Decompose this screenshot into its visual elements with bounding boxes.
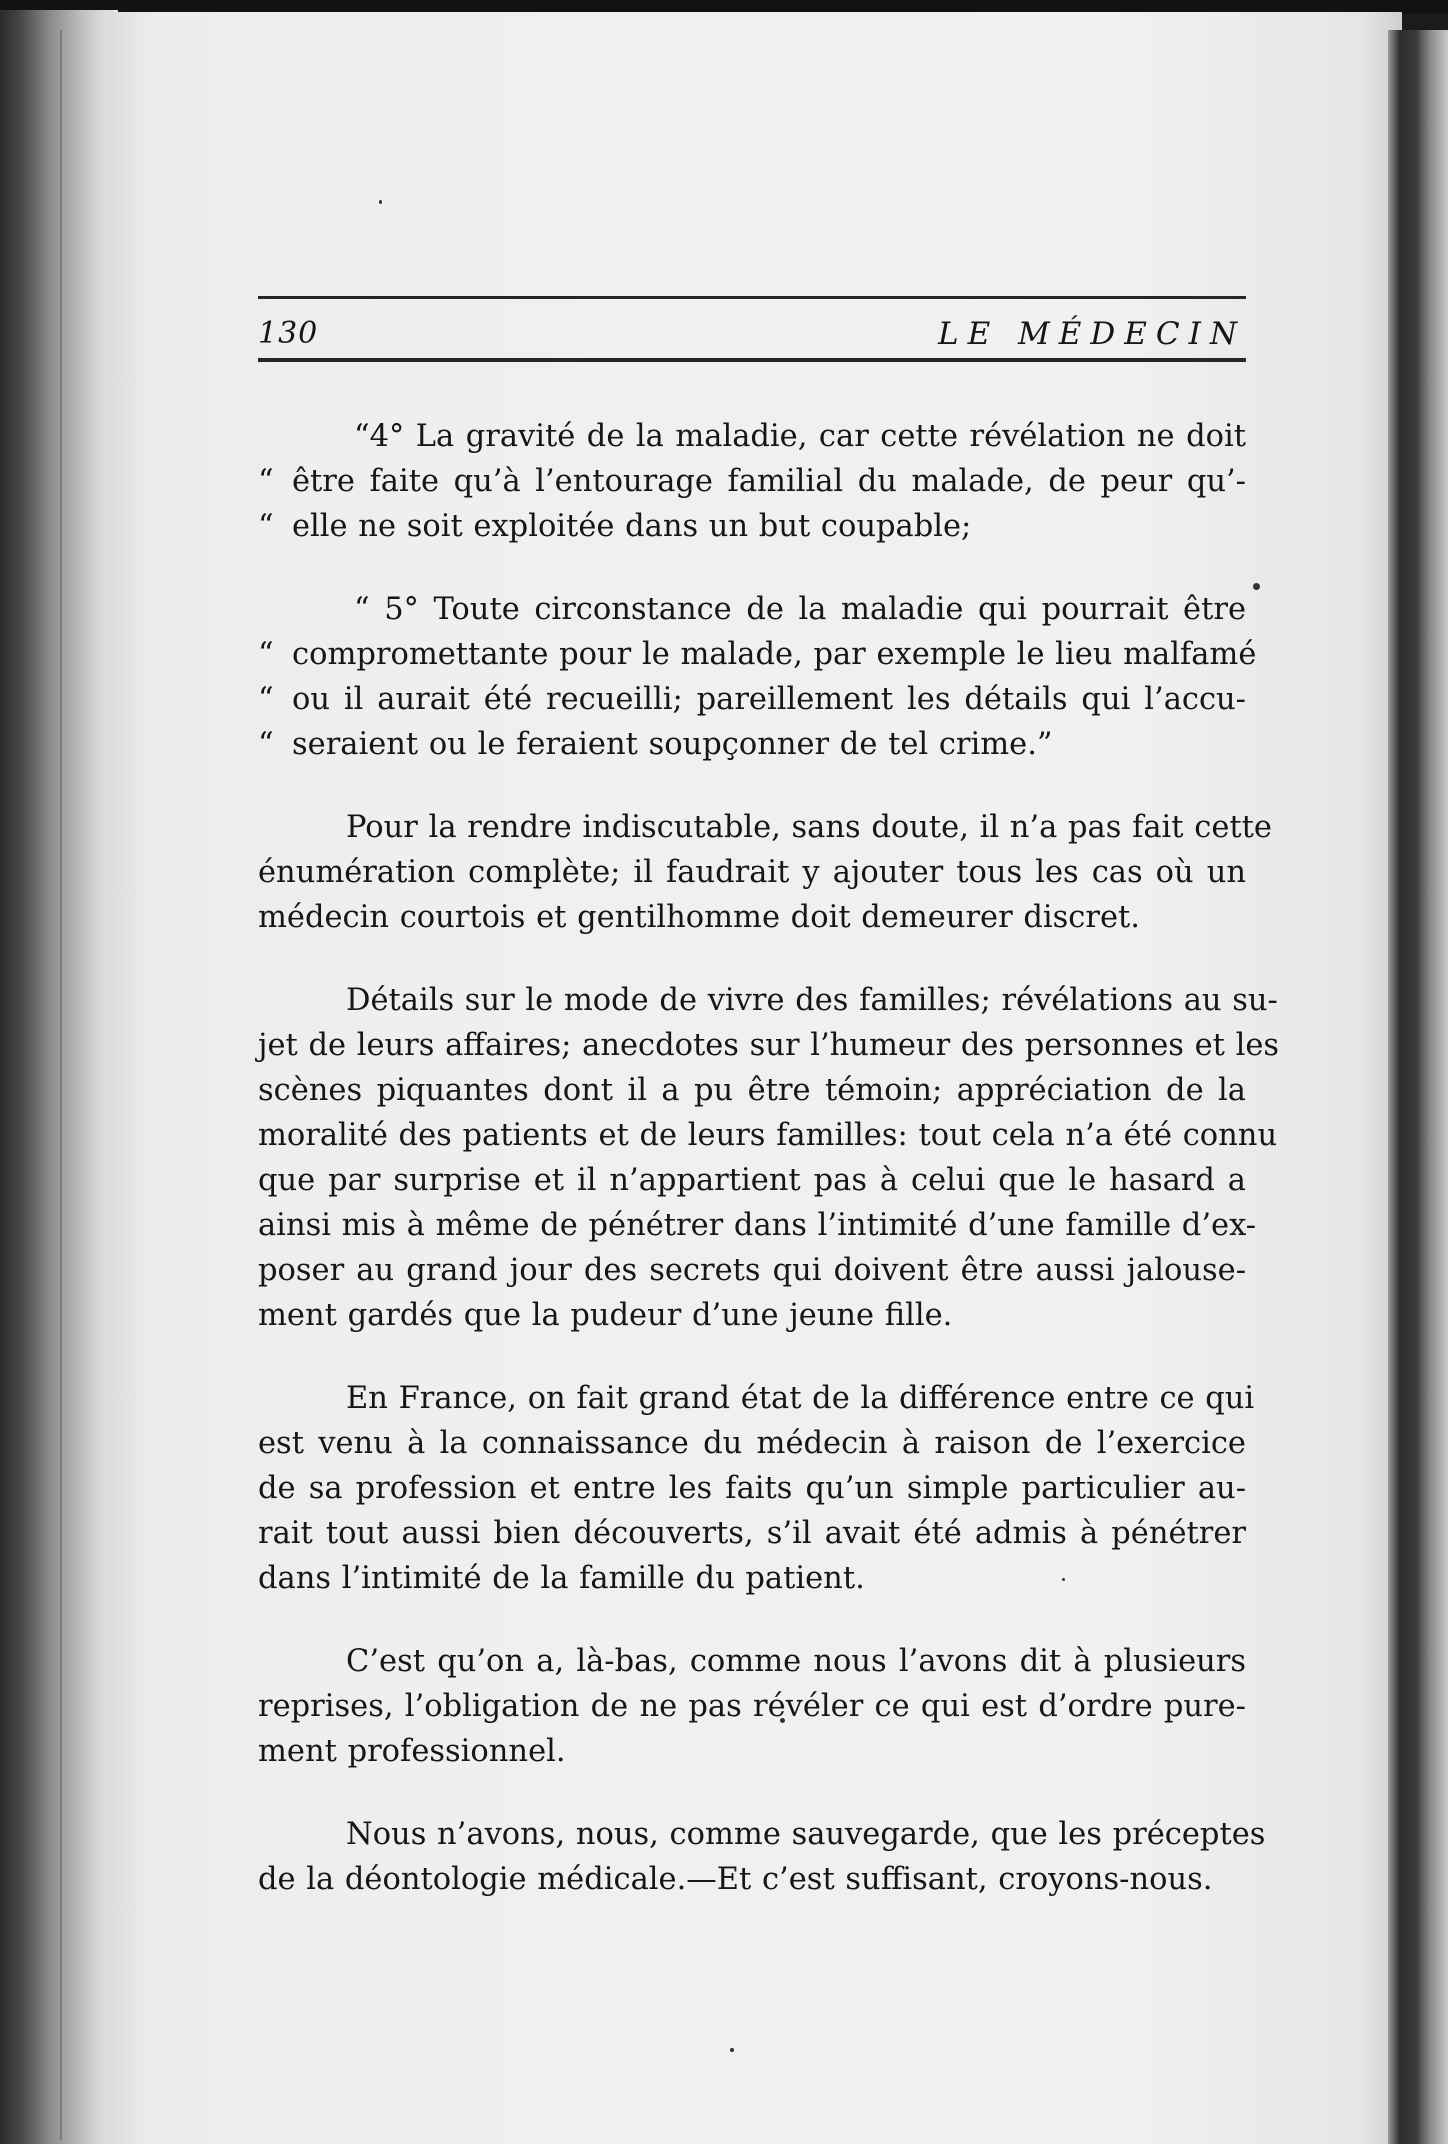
page-number: 130	[258, 316, 319, 351]
text-line	[258, 1068, 1246, 1113]
line-text: C’est qu’on a, là-bas, comme nous l’avons dit à plusieurs	[346, 1644, 1246, 1679]
running-header	[258, 316, 1246, 352]
line-text: seraient ou le feraient soupçonner de tel crime.”	[292, 727, 1053, 762]
paragraph	[258, 1812, 1266, 1902]
page-stack-edge	[60, 30, 62, 2140]
text-line	[258, 587, 1246, 632]
quote-mark: “	[258, 509, 274, 544]
line-text: “4° La gravité de la maladie, car cette révélation ne doit	[354, 419, 1246, 454]
line-text: ou il aurait été recueilli; pareillement les détails qui l’accu-	[292, 682, 1246, 717]
quoted-paragraph	[258, 587, 1257, 767]
line-text: de sa profession et entre les faits qu’un simple particulier au-	[258, 1471, 1246, 1506]
header-rule-top	[258, 296, 1246, 299]
text-line	[258, 1421, 1246, 1466]
line-text: rait tout aussi bien découverts, s’il avait été admis à pénétrer	[258, 1516, 1246, 1551]
text-line	[258, 722, 1246, 767]
line-text: ainsi mis à même de pénétrer dans l’intimité d’une famille d’ex-	[258, 1208, 1257, 1243]
text-line	[258, 1684, 1246, 1729]
text-line	[258, 414, 1246, 459]
text-line	[258, 1293, 1246, 1338]
book-spine-shadow	[0, 10, 118, 2144]
text-line	[258, 504, 1246, 549]
text-line	[258, 895, 1246, 940]
text-line	[258, 1556, 1246, 1601]
paragraph	[258, 805, 1272, 940]
quote-mark: “	[258, 637, 274, 672]
text-line	[258, 632, 1257, 677]
line-text: elle ne soit exploitée dans un but coupable;	[292, 509, 972, 544]
text-line	[258, 850, 1246, 895]
text-line	[258, 1376, 1255, 1421]
quote-mark: “	[258, 682, 274, 717]
text-line	[258, 1248, 1246, 1293]
line-text: ment professionnel.	[258, 1734, 566, 1769]
print-speck	[379, 200, 382, 204]
header-rule-bottom	[258, 358, 1246, 362]
print-speck	[730, 2048, 734, 2052]
line-text: jet de leurs affaires; anecdotes sur l’humeur des personnes et les	[258, 1028, 1280, 1063]
quote-mark: “	[258, 727, 274, 762]
running-title: LE MÉDECIN	[937, 316, 1246, 352]
text-line	[258, 1023, 1280, 1068]
paragraph	[258, 1376, 1255, 1601]
line-text: ment gardés que la pudeur d’une jeune fille.	[258, 1298, 953, 1333]
text-line	[258, 1729, 1246, 1774]
quote-mark: “	[258, 464, 274, 499]
text-line	[258, 978, 1278, 1023]
text-line	[258, 1113, 1278, 1158]
text-line	[258, 1812, 1266, 1857]
text-line	[258, 1203, 1257, 1248]
page-edge-shadow	[1388, 30, 1448, 2144]
paragraph	[258, 978, 1280, 1338]
line-text: être faite qu’à l’entourage familial du malade, de peur qu’-	[292, 464, 1246, 499]
line-text: que par surprise et il n’appartient pas à celui que le hasard a	[258, 1163, 1246, 1198]
line-text: “ 5° Toute circonstance de la maladie qui pourrait être	[354, 592, 1246, 627]
line-text: Détails sur le mode de vivre des familles; révélations au su-	[346, 983, 1278, 1018]
text-line	[258, 459, 1246, 504]
text-line	[258, 1857, 1246, 1902]
paragraph	[258, 1639, 1246, 1774]
line-text: de la déontologie médicale.—Et c’est suffisant, croyons-nous.	[258, 1862, 1213, 1897]
body-text	[258, 414, 1280, 1940]
line-text: dans l’intimité de la famille du patient.	[258, 1561, 865, 1596]
line-text: poser au grand jour des secrets qui doivent être aussi jalouse-	[258, 1253, 1246, 1288]
line-text: énumération complète; il faudrait y ajouter tous les cas où un	[258, 855, 1246, 890]
line-text: scènes piquantes dont il a pu être témoin; appréciation de la	[258, 1073, 1246, 1108]
line-text: compromettante pour le malade, par exemple le lieu malfamé	[292, 637, 1257, 672]
line-text: reprises, l’obligation de ne pas révéler ce qui est d’ordre pure-	[258, 1689, 1246, 1724]
text-line	[258, 677, 1246, 722]
line-text: Pour la rendre indiscutable, sans doute, il n’a pas fait cette	[346, 810, 1272, 845]
line-text: médecin courtois et gentilhomme doit demeurer discret.	[258, 900, 1140, 935]
text-line	[258, 1511, 1246, 1556]
quoted-paragraph	[258, 414, 1246, 549]
text-line	[258, 1466, 1246, 1511]
print-speck	[1253, 583, 1260, 590]
text-line	[258, 1639, 1246, 1684]
text-line	[258, 805, 1272, 850]
line-text: Nous n’avons, nous, comme sauvegarde, que les préceptes	[346, 1817, 1266, 1852]
line-text: est venu à la connaissance du médecin à raison de l’exercice	[258, 1426, 1246, 1461]
line-text: moralité des patients et de leurs familles: tout cela n’a été connu	[258, 1118, 1278, 1153]
text-line	[258, 1158, 1246, 1203]
line-text: En France, on fait grand état de la différence entre ce qui	[346, 1381, 1255, 1416]
